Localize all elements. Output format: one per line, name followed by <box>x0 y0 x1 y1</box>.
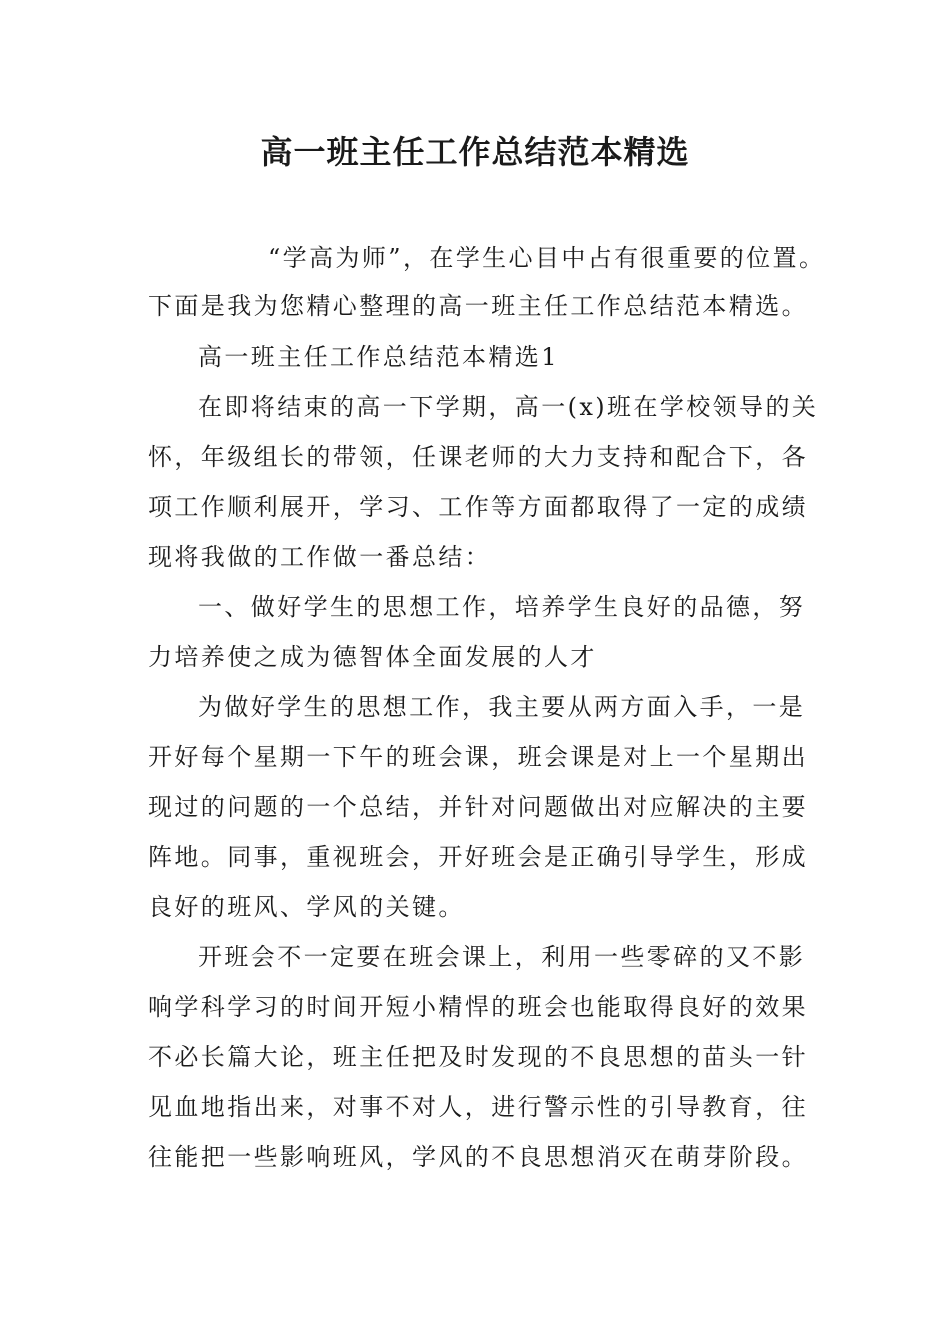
paragraph-4-line-1: 开班会不一定要在班会课上，利用一些零碎的又不影 <box>198 943 806 971</box>
intro-line-1: “学高为师”，在学生心目中占有很重要的位置。 <box>268 244 826 272</box>
paragraph-1-line-1: 在即将结束的高一下学期，高一(x)班在学校领导的关 <box>198 393 819 421</box>
paragraph-1-line-4: 现将我做的工作做一番总结： <box>148 543 492 571</box>
paragraph-2-line-2: 力培养使之成为德智体全面发展的人才 <box>148 643 597 671</box>
paragraph-1-line-3: 项工作顺利展开，学习、工作等方面都取得了一定的成绩 <box>148 493 808 521</box>
intro-line-2: 下面是我为您精心整理的高一班主任工作总结范本精选。 <box>148 292 808 320</box>
paragraph-3-line-5: 良好的班风、学风的关键。 <box>148 893 465 921</box>
document-title: 高一班主任工作总结范本精选 <box>260 133 690 171</box>
paragraph-2-line-1: 一、做好学生的思想工作，培养学生良好的品德，努 <box>198 593 806 621</box>
paragraph-3-line-4: 阵地。同事，重视班会，开好班会是正确引导学生，形成 <box>148 843 808 871</box>
paragraph-4-line-3: 不必长篇大论，班主任把及时发现的不良思想的苗头一针 <box>148 1043 808 1071</box>
paragraph-4-line-5: 往能把一些影响班风，学风的不良思想消灭在萌芽阶段。 <box>148 1143 808 1171</box>
paragraph-1-line-2: 怀，年级组长的带领，任课老师的大力支持和配合下，各 <box>148 443 808 471</box>
paragraph-4-line-4: 见血地指出来，对事不对人，进行警示性的引导教育，往 <box>148 1093 808 1121</box>
paragraph-3-line-1: 为做好学生的思想工作，我主要从两方面入手，一是 <box>198 693 806 721</box>
paragraph-3-line-3: 现过的问题的一个总结，并针对问题做出对应解决的主要 <box>148 793 808 821</box>
paragraph-4-line-2: 响学科学习的时间开短小精悍的班会也能取得良好的效果 <box>148 993 808 1021</box>
paragraph-3-line-2: 开好每个星期一下午的班会课，班会课是对上一个星期出 <box>148 743 808 771</box>
section-heading: 高一班主任工作总结范本精选1 <box>198 343 559 371</box>
